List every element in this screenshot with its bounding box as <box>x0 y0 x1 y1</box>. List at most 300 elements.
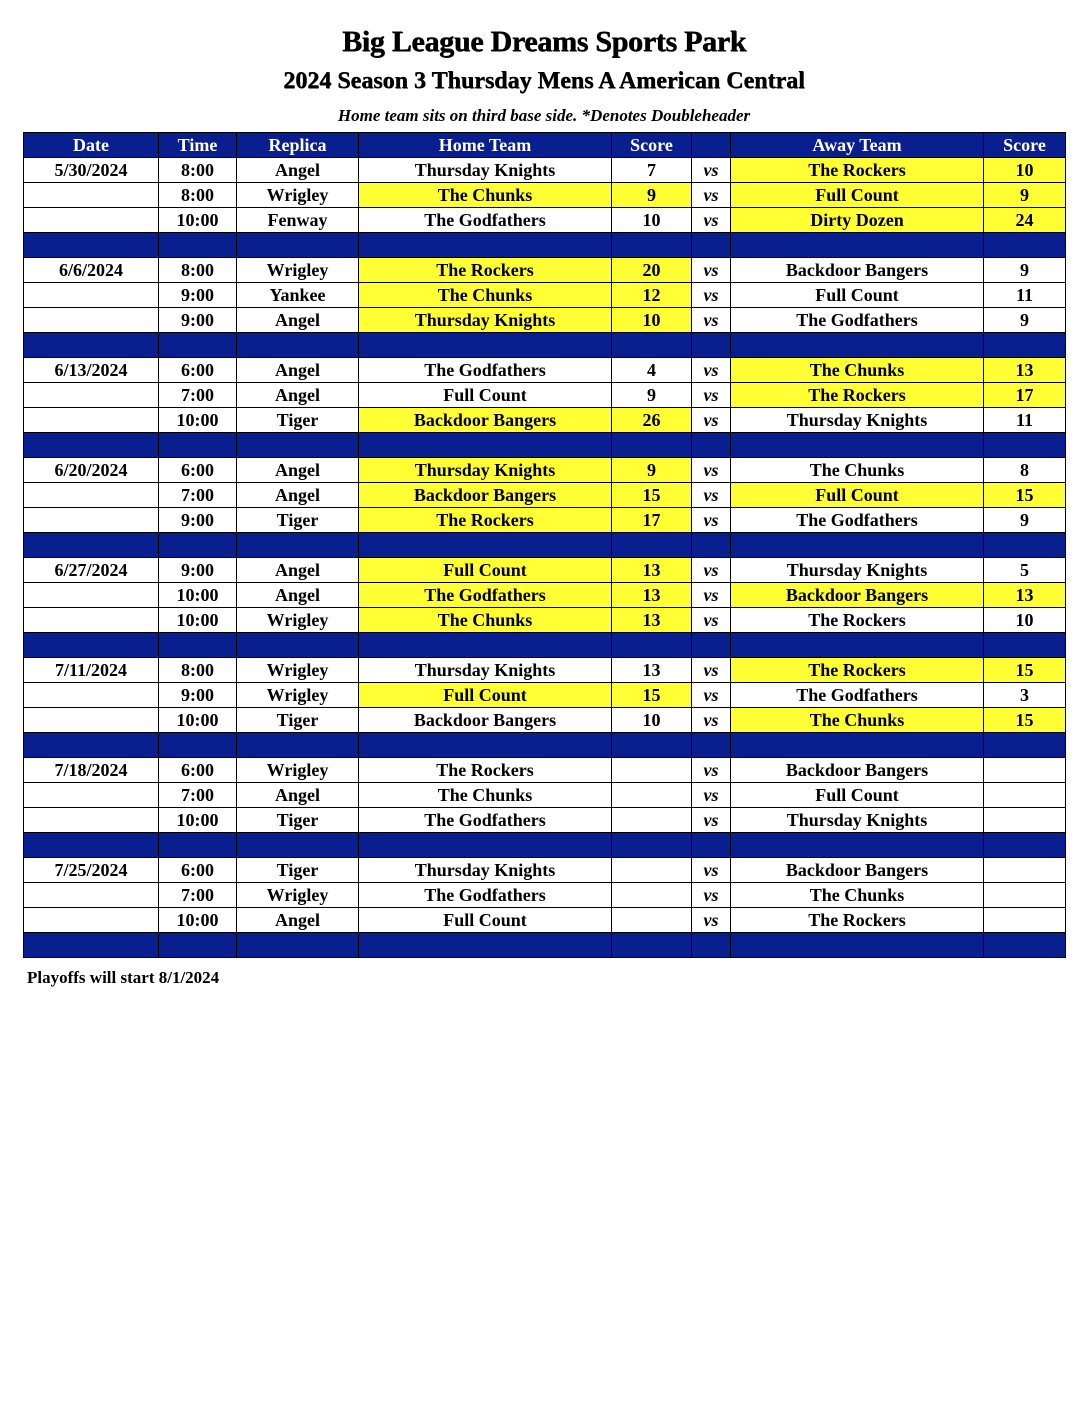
date-cell: 6/27/2024 <box>24 558 159 583</box>
table-row <box>24 883 1066 908</box>
separator-cell <box>359 333 612 358</box>
vs-cell: vs <box>692 508 731 533</box>
separator-cell <box>984 633 1066 658</box>
separator-cell <box>159 633 237 658</box>
replica-cell: Angel <box>237 908 359 933</box>
replica-cell: Angel <box>237 558 359 583</box>
separator-cell <box>159 733 237 758</box>
separator-cell <box>159 533 237 558</box>
time-cell: 6:00 <box>159 458 237 483</box>
separator-cell <box>731 633 984 658</box>
vs-cell: vs <box>692 258 731 283</box>
separator-cell <box>692 433 731 458</box>
time-cell: 10:00 <box>159 583 237 608</box>
home-score-cell: 13 <box>612 583 692 608</box>
date-cell <box>24 508 159 533</box>
away-score-cell: 9 <box>984 508 1066 533</box>
away-score-cell: 10 <box>984 608 1066 633</box>
home-team-cell: The Godfathers <box>359 583 612 608</box>
separator-cell <box>692 333 731 358</box>
separator-cell <box>24 833 159 858</box>
replica-cell: Yankee <box>237 283 359 308</box>
away-score-cell <box>984 808 1066 833</box>
week-separator-row <box>24 933 1066 958</box>
away-score-cell: 5 <box>984 558 1066 583</box>
table-row <box>24 858 1066 883</box>
separator-cell <box>692 633 731 658</box>
home-score-cell <box>612 883 692 908</box>
separator-cell <box>159 433 237 458</box>
home-team-cell: The Rockers <box>359 258 612 283</box>
table-row <box>24 808 1066 833</box>
replica-cell: Angel <box>237 308 359 333</box>
replica-cell: Tiger <box>237 708 359 733</box>
date-cell <box>24 583 159 608</box>
home-score-cell: 15 <box>612 483 692 508</box>
replica-cell: Wrigley <box>237 258 359 283</box>
vs-cell: vs <box>692 708 731 733</box>
vs-cell: vs <box>692 783 731 808</box>
vs-cell: vs <box>692 458 731 483</box>
away-team-cell: Thursday Knights <box>731 558 984 583</box>
away-team-cell: The Rockers <box>731 158 984 183</box>
separator-cell <box>24 333 159 358</box>
home-team-cell: The Rockers <box>359 508 612 533</box>
date-cell <box>24 483 159 508</box>
vs-cell: vs <box>692 608 731 633</box>
home-score-cell <box>612 858 692 883</box>
vs-cell: vs <box>692 483 731 508</box>
separator-cell <box>237 333 359 358</box>
home-team-cell: The Chunks <box>359 783 612 808</box>
vs-cell: vs <box>692 183 731 208</box>
away-score-cell: 11 <box>984 408 1066 433</box>
vs-cell: vs <box>692 858 731 883</box>
home-team-cell: Thursday Knights <box>359 858 612 883</box>
away-score-cell: 13 <box>984 583 1066 608</box>
separator-cell <box>359 433 612 458</box>
home-team-cell: Full Count <box>359 683 612 708</box>
time-cell: 7:00 <box>159 483 237 508</box>
away-team-cell: Full Count <box>731 483 984 508</box>
separator-cell <box>731 833 984 858</box>
time-cell: 7:00 <box>159 883 237 908</box>
time-cell: 10:00 <box>159 708 237 733</box>
vs-cell: vs <box>692 808 731 833</box>
date-cell: 6/13/2024 <box>24 358 159 383</box>
week-separator-row <box>24 533 1066 558</box>
replica-cell: Wrigley <box>237 183 359 208</box>
away-team-cell: Thursday Knights <box>731 408 984 433</box>
week-separator-row <box>24 833 1066 858</box>
column-header-away-team: Away Team <box>731 133 984 158</box>
playoffs-note: Playoffs will start 8/1/2024 <box>27 968 220 987</box>
home-score-cell: 4 <box>612 358 692 383</box>
time-cell: 10:00 <box>159 808 237 833</box>
home-score-cell: 10 <box>612 308 692 333</box>
home-team-cell: The Godfathers <box>359 358 612 383</box>
home-score-cell: 9 <box>612 458 692 483</box>
time-cell: 8:00 <box>159 658 237 683</box>
separator-cell <box>159 233 237 258</box>
separator-cell <box>984 433 1066 458</box>
date-cell: 7/11/2024 <box>24 658 159 683</box>
table-row <box>24 783 1066 808</box>
separator-cell <box>984 533 1066 558</box>
date-cell: 7/25/2024 <box>24 858 159 883</box>
separator-cell <box>359 833 612 858</box>
separator-cell <box>159 833 237 858</box>
away-score-cell: 15 <box>984 658 1066 683</box>
away-score-cell: 8 <box>984 458 1066 483</box>
away-score-cell <box>984 908 1066 933</box>
away-team-cell: The Chunks <box>731 358 984 383</box>
schedule-note: Home team sits on third base side. *Denotes Doubleheader <box>337 106 751 125</box>
time-cell: 7:00 <box>159 783 237 808</box>
separator-cell <box>731 333 984 358</box>
separator-cell <box>984 333 1066 358</box>
table-row <box>24 608 1066 633</box>
separator-cell <box>984 233 1066 258</box>
separator-cell <box>612 733 692 758</box>
separator-cell <box>612 433 692 458</box>
away-score-cell: 24 <box>984 208 1066 233</box>
time-cell: 10:00 <box>159 608 237 633</box>
replica-cell: Angel <box>237 383 359 408</box>
home-team-cell: Backdoor Bangers <box>359 483 612 508</box>
replica-cell: Wrigley <box>237 683 359 708</box>
separator-cell <box>359 633 612 658</box>
replica-cell: Wrigley <box>237 883 359 908</box>
separator-cell <box>237 533 359 558</box>
page-title: Big League Dreams Sports Park <box>341 25 747 58</box>
time-cell: 9:00 <box>159 283 237 308</box>
separator-cell <box>24 533 159 558</box>
date-cell <box>24 408 159 433</box>
replica-cell: Tiger <box>237 508 359 533</box>
away-team-cell: The Rockers <box>731 658 984 683</box>
date-cell: 5/30/2024 <box>24 158 159 183</box>
home-team-cell: Full Count <box>359 908 612 933</box>
away-team-cell: The Godfathers <box>731 508 984 533</box>
home-score-cell: 15 <box>612 683 692 708</box>
separator-cell <box>692 533 731 558</box>
away-team-cell: Backdoor Bangers <box>731 858 984 883</box>
separator-cell <box>24 933 159 958</box>
vs-cell: vs <box>692 758 731 783</box>
replica-cell: Wrigley <box>237 658 359 683</box>
separator-cell <box>237 733 359 758</box>
home-team-cell: Thursday Knights <box>359 308 612 333</box>
column-header-replica: Replica <box>237 133 359 158</box>
separator-cell <box>731 933 984 958</box>
week-separator-row <box>24 233 1066 258</box>
away-team-cell: The Rockers <box>731 608 984 633</box>
separator-cell <box>612 633 692 658</box>
separator-cell <box>159 933 237 958</box>
schedule-body <box>24 158 1066 958</box>
home-team-cell: The Chunks <box>359 283 612 308</box>
away-score-cell: 9 <box>984 308 1066 333</box>
date-cell: 7/18/2024 <box>24 758 159 783</box>
home-team-cell: The Godfathers <box>359 808 612 833</box>
away-team-cell: Dirty Dozen <box>731 208 984 233</box>
separator-cell <box>692 933 731 958</box>
table-row <box>24 683 1066 708</box>
away-team-cell: The Chunks <box>731 883 984 908</box>
vs-cell: vs <box>692 558 731 583</box>
home-score-cell <box>612 808 692 833</box>
away-team-cell: The Godfathers <box>731 308 984 333</box>
away-team-cell: Backdoor Bangers <box>731 258 984 283</box>
date-cell <box>24 608 159 633</box>
away-team-cell: Backdoor Bangers <box>731 583 984 608</box>
table-row <box>24 758 1066 783</box>
table-row <box>24 283 1066 308</box>
replica-cell: Wrigley <box>237 758 359 783</box>
home-score-cell: 9 <box>612 183 692 208</box>
away-team-cell: The Chunks <box>731 458 984 483</box>
vs-cell: vs <box>692 883 731 908</box>
table-row <box>24 458 1066 483</box>
column-header-time: Time <box>159 133 237 158</box>
home-score-cell: 20 <box>612 258 692 283</box>
home-team-cell: Full Count <box>359 558 612 583</box>
date-cell: 6/6/2024 <box>24 258 159 283</box>
away-score-cell <box>984 758 1066 783</box>
week-separator-row <box>24 633 1066 658</box>
vs-cell: vs <box>692 208 731 233</box>
replica-cell: Angel <box>237 483 359 508</box>
separator-cell <box>731 233 984 258</box>
separator-cell <box>731 433 984 458</box>
date-cell <box>24 783 159 808</box>
separator-cell <box>359 933 612 958</box>
table-row <box>24 158 1066 183</box>
home-team-cell: The Godfathers <box>359 208 612 233</box>
separator-cell <box>612 933 692 958</box>
time-cell: 9:00 <box>159 308 237 333</box>
vs-cell: vs <box>692 683 731 708</box>
away-score-cell: 17 <box>984 383 1066 408</box>
replica-cell: Angel <box>237 158 359 183</box>
separator-cell <box>237 633 359 658</box>
separator-cell <box>24 633 159 658</box>
date-cell <box>24 383 159 408</box>
separator-cell <box>984 933 1066 958</box>
away-score-cell: 15 <box>984 708 1066 733</box>
page-subtitle: 2024 Season 3 Thursday Mens A American Central <box>283 68 805 94</box>
vs-cell: vs <box>692 583 731 608</box>
time-cell: 8:00 <box>159 183 237 208</box>
separator-cell <box>612 233 692 258</box>
table-header-row <box>24 133 1066 158</box>
week-separator-row <box>24 433 1066 458</box>
home-score-cell: 13 <box>612 558 692 583</box>
vs-cell: vs <box>692 658 731 683</box>
home-score-cell: 13 <box>612 658 692 683</box>
table-row <box>24 383 1066 408</box>
time-cell: 10:00 <box>159 908 237 933</box>
replica-cell: Angel <box>237 583 359 608</box>
away-team-cell: The Rockers <box>731 908 984 933</box>
away-score-cell: 11 <box>984 283 1066 308</box>
away-score-cell <box>984 883 1066 908</box>
table-row <box>24 208 1066 233</box>
vs-cell: vs <box>692 908 731 933</box>
home-team-cell: Full Count <box>359 383 612 408</box>
away-team-cell: The Chunks <box>731 708 984 733</box>
column-header-home-score: Score <box>612 133 692 158</box>
vs-cell: vs <box>692 158 731 183</box>
date-cell <box>24 308 159 333</box>
time-cell: 9:00 <box>159 558 237 583</box>
home-score-cell <box>612 758 692 783</box>
time-cell: 10:00 <box>159 208 237 233</box>
date-cell <box>24 883 159 908</box>
away-team-cell: Full Count <box>731 183 984 208</box>
vs-cell: vs <box>692 283 731 308</box>
replica-cell: Angel <box>237 783 359 808</box>
away-score-cell: 9 <box>984 258 1066 283</box>
away-score-cell <box>984 858 1066 883</box>
table-row <box>24 308 1066 333</box>
away-score-cell: 15 <box>984 483 1066 508</box>
home-team-cell: The Chunks <box>359 183 612 208</box>
week-separator-row <box>24 333 1066 358</box>
replica-cell: Tiger <box>237 858 359 883</box>
date-cell <box>24 808 159 833</box>
separator-cell <box>612 533 692 558</box>
away-score-cell <box>984 783 1066 808</box>
date-cell <box>24 208 159 233</box>
column-header-date: Date <box>24 133 159 158</box>
separator-cell <box>984 733 1066 758</box>
table-row <box>24 483 1066 508</box>
separator-cell <box>24 433 159 458</box>
date-cell <box>24 708 159 733</box>
time-cell: 6:00 <box>159 758 237 783</box>
home-score-cell: 12 <box>612 283 692 308</box>
table-row <box>24 358 1066 383</box>
table-row <box>24 183 1066 208</box>
replica-cell: Angel <box>237 358 359 383</box>
separator-cell <box>359 533 612 558</box>
separator-cell <box>731 733 984 758</box>
away-score-cell: 10 <box>984 158 1066 183</box>
week-separator-row <box>24 733 1066 758</box>
away-team-cell: The Godfathers <box>731 683 984 708</box>
replica-cell: Angel <box>237 458 359 483</box>
separator-cell <box>159 333 237 358</box>
home-team-cell: Thursday Knights <box>359 158 612 183</box>
home-score-cell: 7 <box>612 158 692 183</box>
home-team-cell: The Godfathers <box>359 883 612 908</box>
time-cell: 6:00 <box>159 358 237 383</box>
home-score-cell: 26 <box>612 408 692 433</box>
table-row <box>24 258 1066 283</box>
time-cell: 6:00 <box>159 858 237 883</box>
away-score-cell: 3 <box>984 683 1066 708</box>
home-score-cell: 17 <box>612 508 692 533</box>
home-team-cell: Thursday Knights <box>359 458 612 483</box>
table-row <box>24 408 1066 433</box>
home-score-cell: 13 <box>612 608 692 633</box>
separator-cell <box>612 833 692 858</box>
column-header-home-team: Home Team <box>359 133 612 158</box>
column-header-vs <box>692 133 731 158</box>
separator-cell <box>984 833 1066 858</box>
home-team-cell: Backdoor Bangers <box>359 708 612 733</box>
away-team-cell: The Rockers <box>731 383 984 408</box>
home-team-cell: Thursday Knights <box>359 658 612 683</box>
home-team-cell: Backdoor Bangers <box>359 408 612 433</box>
away-team-cell: Full Count <box>731 283 984 308</box>
separator-cell <box>359 233 612 258</box>
separator-cell <box>237 933 359 958</box>
separator-cell <box>612 333 692 358</box>
time-cell: 10:00 <box>159 408 237 433</box>
away-score-cell: 13 <box>984 358 1066 383</box>
separator-cell <box>237 233 359 258</box>
separator-cell <box>692 733 731 758</box>
vs-cell: vs <box>692 383 731 408</box>
date-cell: 6/20/2024 <box>24 458 159 483</box>
time-cell: 8:00 <box>159 258 237 283</box>
time-cell: 9:00 <box>159 508 237 533</box>
separator-cell <box>24 733 159 758</box>
table-row <box>24 708 1066 733</box>
home-score-cell: 9 <box>612 383 692 408</box>
time-cell: 9:00 <box>159 683 237 708</box>
home-score-cell <box>612 783 692 808</box>
replica-cell: Tiger <box>237 408 359 433</box>
column-header-away-score: Score <box>984 133 1066 158</box>
away-team-cell: Full Count <box>731 783 984 808</box>
date-cell <box>24 283 159 308</box>
replica-cell: Wrigley <box>237 608 359 633</box>
separator-cell <box>237 433 359 458</box>
separator-cell <box>692 233 731 258</box>
home-team-cell: The Chunks <box>359 608 612 633</box>
separator-cell <box>692 833 731 858</box>
separator-cell <box>731 533 984 558</box>
table-row <box>24 583 1066 608</box>
replica-cell: Fenway <box>237 208 359 233</box>
table-row <box>24 558 1066 583</box>
away-team-cell: Thursday Knights <box>731 808 984 833</box>
home-score-cell: 10 <box>612 708 692 733</box>
home-team-cell: The Rockers <box>359 758 612 783</box>
vs-cell: vs <box>692 358 731 383</box>
home-score-cell <box>612 908 692 933</box>
date-cell <box>24 183 159 208</box>
table-row <box>24 658 1066 683</box>
schedule-table <box>23 132 1066 958</box>
time-cell: 7:00 <box>159 383 237 408</box>
away-team-cell: Backdoor Bangers <box>731 758 984 783</box>
time-cell: 8:00 <box>159 158 237 183</box>
away-score-cell: 9 <box>984 183 1066 208</box>
vs-cell: vs <box>692 308 731 333</box>
date-cell <box>24 908 159 933</box>
separator-cell <box>237 833 359 858</box>
date-cell <box>24 683 159 708</box>
separator-cell <box>359 733 612 758</box>
table-row <box>24 508 1066 533</box>
replica-cell: Tiger <box>237 808 359 833</box>
table-row <box>24 908 1066 933</box>
